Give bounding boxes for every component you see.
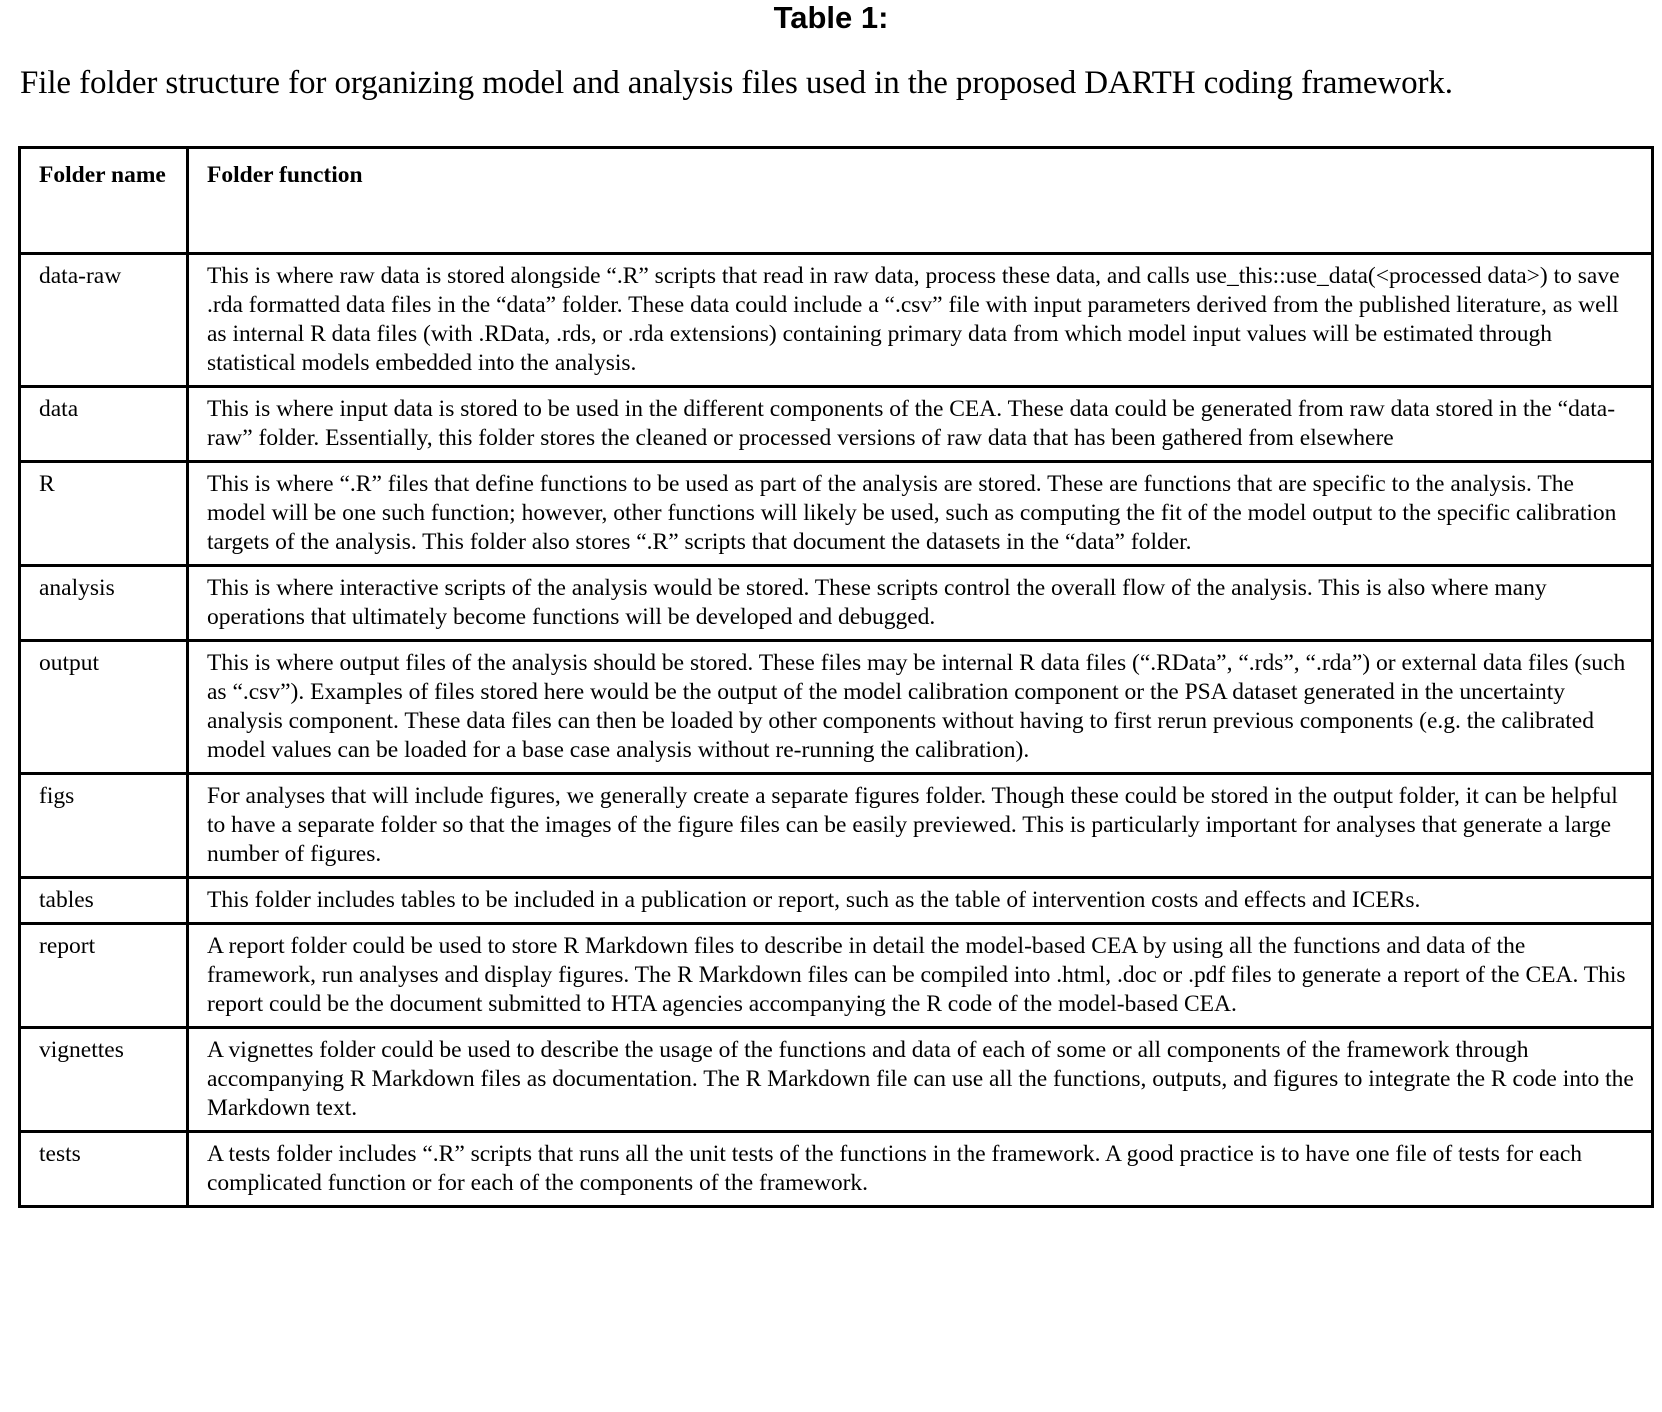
table-row [20, 878, 1653, 924]
table-label: Table 1: [773, 0, 889, 35]
folder-structure-table [18, 146, 1654, 1208]
table-row [20, 462, 1653, 566]
folder-name-cell: output [20, 641, 188, 774]
folder-name-cell: tests [20, 1132, 188, 1207]
table-caption: File folder structure for organizing model and analysis files used in the proposed DARTH coding framework. [20, 65, 1453, 101]
folder-function-header: Folder function [188, 148, 1653, 254]
table-row [20, 924, 1653, 1028]
folder-function-cell: This is where interactive scripts of the analysis would be stored. These scripts control the overall flow of the analysis. This is also where many operations that ultimately become functions will be developed and debugged. [188, 566, 1653, 641]
folder-function-cell: This is where “.R” files that define functions to be used as part of the analysis are stored. These are functions that are specific to the analysis. The model will be one such function; however, other functions will likely be used, such as computing the fit of the model output to the specific calibration targets of the analysis. This folder also stores “.R” scripts that document the datasets in the “data” folder. [188, 462, 1653, 566]
folder-name-cell: analysis [20, 566, 188, 641]
folder-function-cell: This is where output files of the analysis should be stored. These files may be internal R data files (“.RData”, “.rds”, “.rda”) or external data files (such as “.csv”). Examples of files stored here would be the output of the model calibration component or the PSA dataset generated in the uncertainty analysis component. These data files can then be loaded by other components without having to first rerun previous components (e.g. the calibrated model values can be loaded for a base case analysis without re-running the calibration). [188, 641, 1653, 774]
folder-name-header: Folder name [20, 148, 188, 254]
table-row [20, 1028, 1653, 1132]
table-row [20, 566, 1653, 641]
folder-name-cell: tables [20, 878, 188, 924]
folder-name-cell: R [20, 462, 188, 566]
folder-function-cell: This is where input data is stored to be used in the different components of the CEA. These data could be generated from raw data stored in the “data-raw” folder. Essentially, this folder stores the cleaned or processed versions of raw data that has been gathered from elsewhere [188, 387, 1653, 462]
table-row [20, 387, 1653, 462]
folder-function-cell: For analyses that will include figures, we generally create a separate figures folder. Though these could be stored in the output folder, it can be helpful to have a separate folder so that the images of the figure files can be easily previewed. This is particularly important for analyses that generate a large number of figures. [188, 774, 1653, 878]
folder-name-cell: report [20, 924, 188, 1028]
folder-name-cell: data [20, 387, 188, 462]
folder-function-cell: This folder includes tables to be included in a publication or report, such as the table of intervention costs and effects and ICERs. [188, 878, 1653, 924]
table-row [20, 641, 1653, 774]
table-row [20, 254, 1653, 387]
table-row [20, 1132, 1653, 1207]
folder-function-cell: A report folder could be used to store R Markdown files to describe in detail the model-based CEA by using all the functions and data of the framework, run analyses and display figures. The R Markdown files can be compiled into .html, .doc or .pdf files to generate a report of the CEA. This report could be the document submitted to HTA agencies accompanying the R code of the model-based CEA. [188, 924, 1653, 1028]
folder-name-cell: vignettes [20, 1028, 188, 1132]
folder-function-cell: A vignettes folder could be used to describe the usage of the functions and data of each of some or all components of the framework through accompanying R Markdown files as documentation. The R Markdown file can use all the functions, outputs, and figures to integrate the R code into the Markdown text. [188, 1028, 1653, 1132]
folder-function-cell: This is where raw data is stored alongside “.R” scripts that read in raw data, process these data, and calls use_this::use_data(<processed data>) to save .rda formatted data files in the “data” folder. These data could include a “.csv” file with input parameters derived from the published literature, as well as internal R data files (with .RData, .rds, or .rda extensions) containing primary data from which model input values will be estimated through statistical models embedded into the analysis. [188, 254, 1653, 387]
table-header-row [20, 148, 1653, 254]
folder-function-cell: A tests folder includes “.R” scripts that runs all the unit tests of the functions in the framework. A good practice is to have one file of tests for each complicated function or for each of the components of the framework. [188, 1132, 1653, 1207]
folder-name-cell: data-raw [20, 254, 188, 387]
table-row [20, 774, 1653, 878]
folder-name-cell: figs [20, 774, 188, 878]
